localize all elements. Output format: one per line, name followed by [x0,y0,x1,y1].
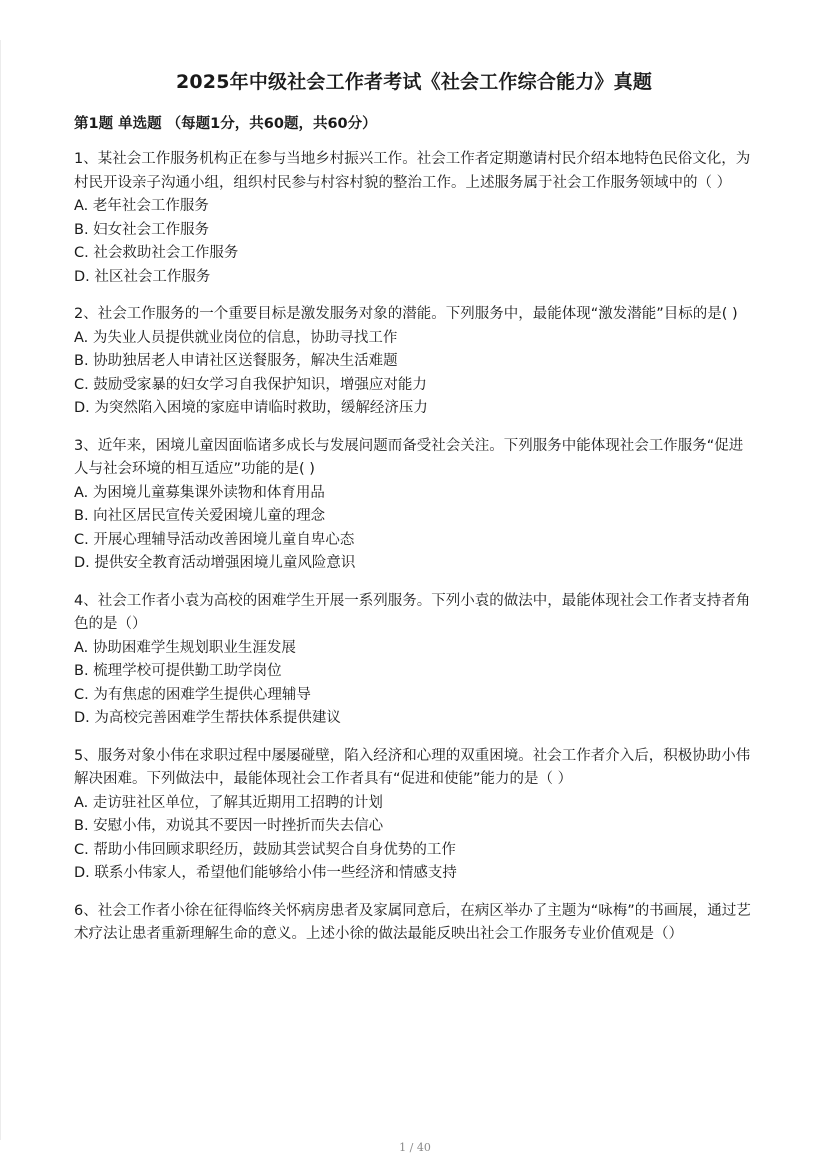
question-stem: 4、社会工作者小袁为高校的困难学生开展一系列服务。下列小袁的做法中，最能体现社会工作者支持者角色的是（） [74,592,751,632]
question-options [74,482,754,576]
option-d: D. 为突然陷入困境的家庭申请临时救助，缓解经济压力 [74,400,428,416]
question-6 [74,900,754,947]
question-stem: 3、近年来，困境儿童因面临诸多成长与发展问题而备受社会关注。下列服务中能体现社会工作服务“促进人与社会环境的相互适应”功能的是( ) [74,437,744,477]
question-options [74,195,754,289]
question-stem: 1、某社会工作服务机构正在参与当地乡村振兴工作。社会工作者定期邀请村民介绍本地特色民俗文化，为村民开设亲子沟通小组，组织村民参与村容村貌的整治工作。上述服务属于社会工作服务领域中的（ ） [74,151,751,191]
option-a: A. 协助困难学生规划职业生涯发展 [74,639,296,656]
question-stem: 2、社会工作服务的一个重要目标是激发服务对象的潜能。下列服务中，最能体现“激发潜能”目标的是( ) [74,306,738,322]
option-c: C. 为有焦虑的困难学生提供心理辅导 [74,686,311,703]
option-c: C. 社会救助社会工作服务 [74,245,239,261]
question-options [74,327,754,421]
option-a: A. 为失业人员提供就业岗位的信息，协助寻找工作 [74,329,398,346]
option-c: C. 帮助小伟回顾求职经历，鼓励其尝试契合自身优势的工作 [74,841,456,858]
document-title: 2025年中级社会工作者考试《社会工作综合能力》真题 [175,71,653,93]
option-a: A. 老年社会工作服务 [74,198,209,214]
page-edge [0,40,1,1140]
option-d: D. 为高校完善困难学生帮扶体系提供建议 [74,710,341,726]
option-c: C. 鼓励受家暴的妇女学习自我保护知识，增强应对能力 [74,376,427,393]
question-stem: 5、服务对象小伟在求职过程中屡屡碰壁，陷入经济和心理的双重困境。社会工作者介入后，积极协助小伟解决困难。下列做法中，最能体现社会工作者具有“促进和使能”能力的是（ ） [74,747,751,787]
option-b: B. 妇女社会工作服务 [74,221,210,238]
page-indicator: 1 / 40 [399,1141,431,1154]
option-b: B. 协助独居老人申请社区送餐服务，解决生活难题 [74,353,398,369]
question-2 [74,303,754,421]
option-d: D. 社区社会工作服务 [74,268,211,285]
option-c: C. 开展心理辅导活动改善困境儿童自卑心态 [74,531,355,548]
question-1 [74,148,754,289]
question-stem: 6、社会工作者小徐在征得临终关怀病房患者及家属同意后，在病区举办了主题为“咏梅”的书画展，通过艺术疗法让患者重新理解生命的意义。上述小徐的做法最能反映出社会工作服务专业价值观是（） [74,902,751,942]
section-title: 第1题 单选题 （每题1分，共60题，共60分） [74,116,377,132]
question-4 [74,590,754,731]
option-d: D. 联系小伟家人，希望他们能够给小伟一些经济和情感支持 [74,865,457,881]
page-content [74,66,754,961]
option-b: B. 梳理学校可提供勤工助学岗位 [74,663,282,679]
option-b: B. 向社区居民宣传关爱困境儿童的理念 [74,508,326,524]
option-a: A. 走访驻社区单位，了解其近期用工招聘的计划 [74,794,383,811]
option-a: A. 为困境儿童募集课外读物和体育用品 [74,484,325,501]
question-options [74,637,754,731]
option-d: D. 提供安全教育活动增强困境儿童风险意识 [74,555,356,571]
option-b: B. 安慰小伟，劝说其不要因一时挫折而失去信心 [74,818,384,834]
question-3 [74,435,754,576]
question-options [74,792,754,886]
question-5 [74,745,754,886]
